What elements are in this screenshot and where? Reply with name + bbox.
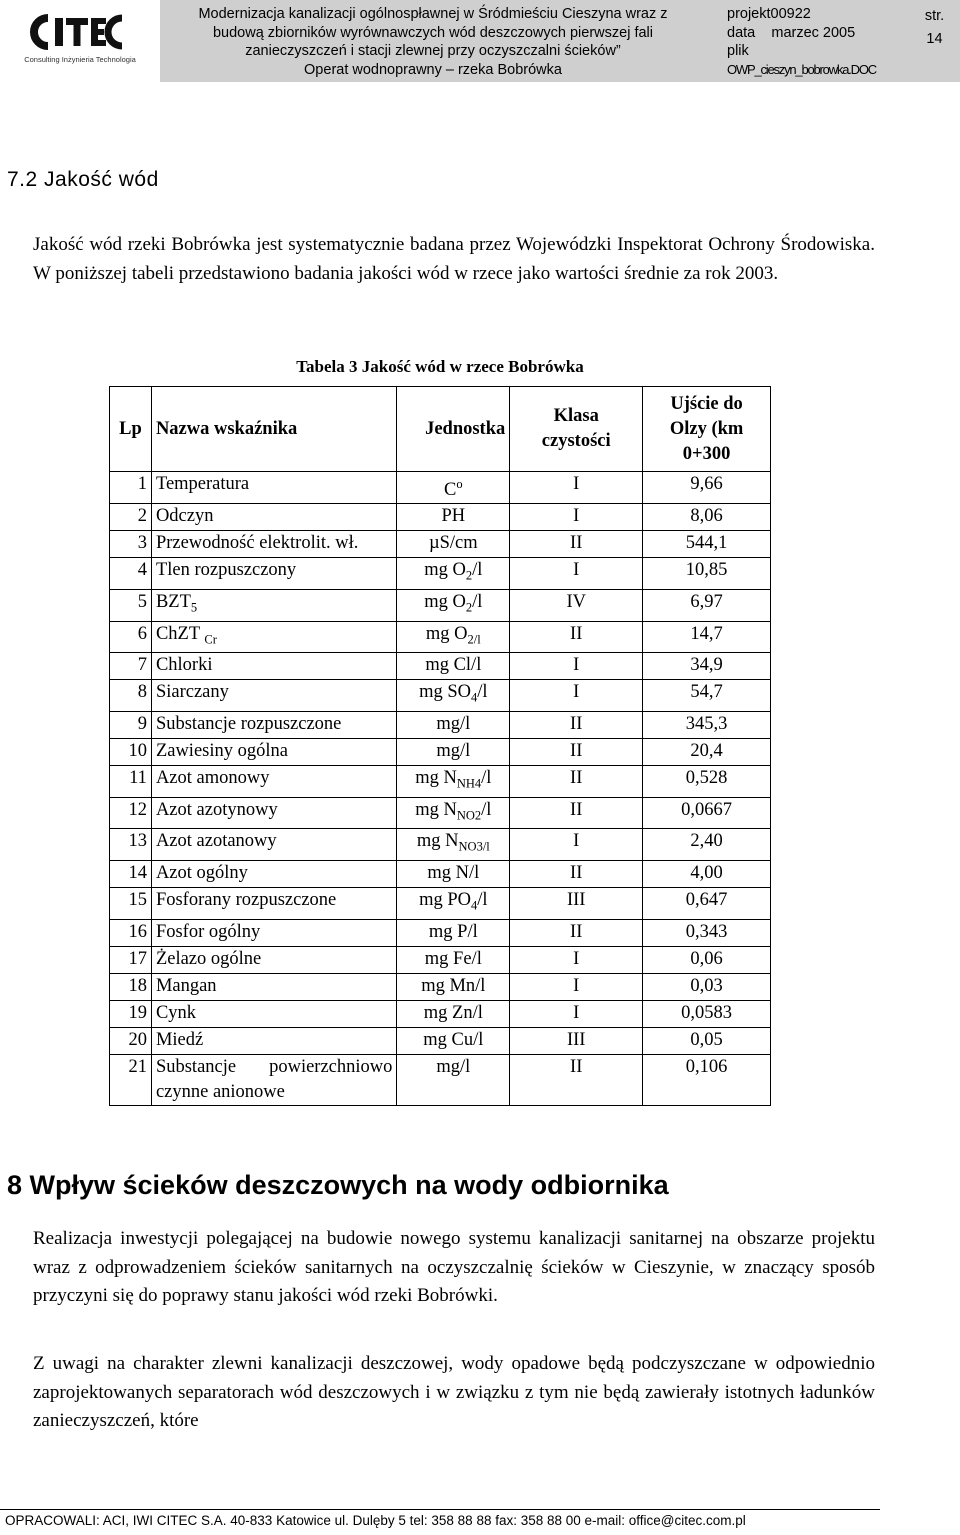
cell-name-name: Chlorki (155, 655, 213, 676)
cell-value-value: 544,1 (685, 533, 728, 554)
cell-class-klasa: I (573, 655, 580, 676)
cell-lp-lp: 13 (128, 831, 147, 852)
cell-class-klasa: I (573, 975, 580, 996)
cell-unit (397, 653, 510, 680)
cell-unit-unit-after: /l (472, 591, 483, 612)
cell-value (643, 860, 771, 887)
cell-class-klasa: II (570, 862, 583, 883)
cell-unit (397, 558, 510, 590)
cell-name-name: Tlen rozpuszczony (155, 560, 297, 581)
cell-lp (110, 589, 152, 621)
title-line: zanieczyszczeń i stacji zlewnej przy oczyszczalni ścieków” (245, 43, 621, 59)
cell-unit-unit: mg/l (436, 713, 471, 734)
cell-value-value: 0,0667 (681, 799, 733, 820)
cell-class-klasa: III (566, 889, 586, 910)
cell-class (510, 738, 643, 765)
cell-unit-unit: C (444, 480, 457, 501)
cell-unit-unit: mg N (415, 799, 457, 820)
cell-value-value: 0,0583 (681, 1002, 733, 1023)
cell-lp-lp: 17 (128, 948, 147, 969)
cell-class (510, 558, 643, 590)
cell-value-value: 0,106 (685, 1056, 728, 1077)
table-row (110, 680, 771, 712)
cell-name-name: ChZT (155, 623, 205, 644)
cell-unit-unit: PH (441, 506, 466, 527)
cell-lp-lp: 3 (137, 533, 147, 554)
cell-class (510, 1000, 643, 1027)
cell-unit (397, 1000, 510, 1027)
cell-unit-unit: mg P/l (428, 921, 478, 942)
cell-name-name: Mangan (155, 975, 217, 996)
cell-class-klasa: I (573, 560, 580, 581)
cell-name (151, 680, 396, 712)
cell-name (151, 504, 396, 531)
section-heading: 8 Wpływ ścieków deszczowych na wody odbiornika (7, 1170, 669, 1200)
cell-class (510, 589, 643, 621)
cell-value-value: 10,85 (685, 560, 728, 581)
table-header-row (110, 387, 771, 472)
cell-lp-lp: 16 (128, 921, 147, 942)
cell-value-value: 34,9 (690, 655, 723, 676)
company-logo (0, 0, 160, 82)
section-heading: 7.2 Jakość wód (7, 168, 159, 191)
cell-value (643, 738, 771, 765)
cell-unit-unit: mg Cu/l (423, 1029, 484, 1050)
cell-unit (397, 887, 510, 919)
cell-unit (397, 738, 510, 765)
document-title (163, 5, 703, 79)
project-label: projekt (727, 6, 771, 22)
cell-unit-unit-sub: 2 (465, 568, 473, 583)
header-class: Klasa czystości (510, 387, 643, 472)
project-number: 00922 (770, 6, 811, 22)
cell-value (643, 1000, 771, 1027)
cell-class-klasa: I (573, 948, 580, 969)
cell-class-klasa: III (566, 1029, 586, 1050)
table-row (110, 531, 771, 558)
cell-value (643, 973, 771, 1000)
cell-lp-lp: 4 (137, 560, 147, 581)
cell-value (643, 829, 771, 861)
cell-class (510, 531, 643, 558)
table-row (110, 919, 771, 946)
cell-name (151, 531, 396, 558)
cell-value-value: 14,7 (690, 623, 723, 644)
cell-class-klasa: IV (566, 591, 586, 612)
cell-class (510, 653, 643, 680)
cell-value-value: 0,343 (685, 921, 728, 942)
cell-unit-unit: mg N (416, 831, 459, 852)
project-row (727, 5, 905, 24)
cell-name (151, 946, 396, 973)
cell-unit-unit: µS/cm (428, 533, 478, 554)
cell-value (643, 946, 771, 973)
cell-name-name: Fosfor ogólny (155, 921, 261, 942)
cell-value (643, 765, 771, 797)
document-meta (727, 5, 905, 79)
cell-class (510, 1054, 643, 1105)
cell-name-name: Fosforany rozpuszczone (155, 889, 337, 910)
cell-unit-unit-after: /l (472, 560, 483, 581)
cell-class-klasa: I (573, 831, 580, 852)
cell-name-name: Azot azotynowy (155, 799, 278, 820)
cell-unit-unit: mg/l (436, 1056, 471, 1077)
cell-class (510, 919, 643, 946)
cell-value-value: 0,06 (690, 948, 723, 969)
table-row (110, 738, 771, 765)
cell-unit-unit: mg PO (419, 889, 472, 910)
cell-unit-unit-sub: 2 (465, 600, 473, 615)
cell-value-value: 54,7 (690, 682, 723, 703)
cell-unit-unit-after: /l (481, 767, 492, 788)
cell-unit (397, 589, 510, 621)
table-row (110, 653, 771, 680)
cell-lp-lp: 10 (128, 740, 147, 761)
cell-name (151, 1000, 396, 1027)
cell-name (151, 829, 396, 861)
cell-name (151, 711, 396, 738)
cell-value-value: 6,97 (690, 591, 723, 612)
cell-unit-unit-sub: 4 (471, 690, 478, 705)
cell-name (151, 887, 396, 919)
cell-class (510, 887, 643, 919)
table-row (110, 711, 771, 738)
cell-lp (110, 1000, 152, 1027)
cell-unit-unit: mg Mn/l (421, 975, 486, 996)
cell-unit-unit-sub: 4 (471, 898, 478, 913)
cell-unit (397, 1027, 510, 1054)
cell-lp (110, 765, 152, 797)
file-label: plik (727, 43, 749, 59)
table-row (110, 1027, 771, 1054)
cell-value (643, 621, 771, 653)
cell-lp-lp: 14 (128, 862, 147, 883)
cell-name-name-sub: Cr (204, 632, 217, 647)
cell-name (151, 919, 396, 946)
cell-name-name: Odczyn (155, 506, 214, 527)
cell-value (643, 680, 771, 712)
cell-lp (110, 680, 152, 712)
cell-class (510, 973, 643, 1000)
cell-class-klasa: II (570, 740, 583, 761)
date-label: data (727, 24, 756, 41)
cell-value (643, 653, 771, 680)
cell-name-name: Substancje rozpuszczone (155, 713, 342, 734)
cell-lp (110, 531, 152, 558)
section-paragraph: Jakość wód rzeki Bobrówka jest systematycznie badana przez Wojewódzki Inspektorat Ochrony Środowiska. W poniższej tabeli przedstawiono badania jakości wód w rzece jako wartości średnie za rok 2003. (33, 234, 875, 284)
cell-value-value: 2,40 (690, 831, 723, 852)
cell-lp (110, 973, 152, 1000)
header-lp: Lp (110, 387, 152, 472)
cell-lp-lp: 9 (137, 713, 147, 734)
page-header (0, 0, 960, 82)
cell-name (151, 765, 396, 797)
cell-unit (397, 919, 510, 946)
cell-unit (397, 946, 510, 973)
cell-class-klasa: II (570, 533, 583, 554)
cell-lp (110, 558, 152, 590)
cell-value (643, 472, 771, 504)
cell-lp (110, 919, 152, 946)
cell-class (510, 946, 643, 973)
cell-class-klasa: II (570, 623, 583, 644)
cell-value (643, 504, 771, 531)
cell-class (510, 472, 643, 504)
cell-value-value: 0,05 (690, 1029, 723, 1050)
cell-lp-lp: 21 (128, 1056, 147, 1077)
cell-lp-lp: 15 (128, 889, 147, 910)
cell-name-name: Cynk (155, 1002, 197, 1023)
cell-value (643, 531, 771, 558)
cell-unit-unit-after: /l (477, 889, 488, 910)
cell-lp (110, 946, 152, 973)
logo-subtitle: Consulting Inżynieria Technologia (24, 55, 136, 64)
cell-lp-lp: 7 (137, 655, 147, 676)
cell-lp (110, 621, 152, 653)
cell-lp (110, 860, 152, 887)
cell-class (510, 765, 643, 797)
cell-unit-unit: mg/l (436, 740, 471, 761)
cell-value (643, 797, 771, 829)
page-label: str. (924, 8, 945, 24)
citec-logo-icon (30, 14, 126, 50)
cell-class-klasa: I (573, 682, 580, 703)
table-row (110, 887, 771, 919)
cell-class (510, 829, 643, 861)
table-row (110, 589, 771, 621)
cell-lp (110, 711, 152, 738)
cell-lp-lp: 11 (129, 767, 147, 788)
cell-class (510, 1027, 643, 1054)
table-caption: Tabela 3 Jakość wód w rzece Bobrówka (296, 357, 584, 376)
cell-value (643, 919, 771, 946)
file-name: OWP_cieszyn_bobrowka.DOC (727, 61, 876, 77)
table-row (110, 1000, 771, 1027)
cell-name-name: Substancje powierzchniowo czynne anionowe (155, 1056, 393, 1102)
cell-name (151, 1054, 396, 1105)
cell-value (643, 589, 771, 621)
cell-unit (397, 1054, 510, 1105)
header-value: Ujście do Olzy (km 0+300 (643, 387, 771, 472)
cell-lp (110, 1054, 152, 1105)
table-row (110, 946, 771, 973)
cell-lp-lp: 1 (137, 474, 147, 494)
cell-class (510, 621, 643, 653)
cell-class (510, 680, 643, 712)
cell-unit-unit: mg SO (419, 682, 472, 703)
cell-name (151, 738, 396, 765)
cell-lp-lp: 20 (128, 1029, 147, 1050)
cell-class-klasa: II (570, 713, 583, 734)
cell-lp-lp: 2 (137, 506, 147, 527)
cell-class (510, 711, 643, 738)
cell-name-name: Żelazo ogólne (155, 948, 262, 969)
table-row (110, 472, 771, 504)
header-name: Nazwa wskaźnika (151, 387, 396, 472)
section-paragraph: Z uwagi na charakter zlewni kanalizacji deszczowej, wody opadowe będą podczyszczane w odpowiednio zaprojektowanych separatorach wód deszczowych i w związku z tym nie będą zawierały istotnych ładunków zanieczyszczeń, które (33, 1353, 875, 1431)
cell-unit (397, 860, 510, 887)
cell-unit-unit: mg Fe/l (424, 948, 482, 969)
water-quality-table (109, 386, 771, 1106)
cell-class-klasa: II (570, 799, 583, 820)
cell-name (151, 472, 396, 504)
date-value: marzec 2005 (771, 24, 856, 41)
cell-name (151, 860, 396, 887)
cell-unit-unit-sup: o (456, 477, 463, 491)
page-number-box (912, 5, 957, 51)
page-footer: OPRACOWALI: ACI, IWI CITEC S.A. 40-833 Katowice ul. Dulęby 5 tel: 358 88 88 fax: 358 88 00 e-mail: office@citec.com.pl (5, 1513, 746, 1528)
page-number: 14 (926, 31, 943, 47)
cell-unit (397, 765, 510, 797)
cell-lp-lp: 19 (128, 1002, 147, 1023)
cell-class-klasa: II (570, 767, 583, 788)
cell-name-name: Siarczany (155, 682, 229, 703)
cell-lp (110, 829, 152, 861)
cell-class (510, 860, 643, 887)
cell-class (510, 504, 643, 531)
cell-name (151, 558, 396, 590)
cell-value-value: 345,3 (685, 713, 728, 734)
cell-value-value: 0,528 (685, 767, 728, 788)
cell-unit-unit: mg O (425, 623, 468, 644)
cell-name (151, 797, 396, 829)
cell-name-name: Azot ogólny (155, 862, 248, 883)
table-row (110, 558, 771, 590)
cell-value (643, 711, 771, 738)
title-line: Modernizacja kanalizacji ogólnospławnej w Śródmieściu Cieszyna wraz z (198, 6, 668, 22)
cell-name (151, 1027, 396, 1054)
cell-lp-lp: 6 (137, 623, 147, 644)
cell-value-value: 8,06 (690, 506, 723, 527)
table-row (110, 621, 771, 653)
cell-value-value: 4,00 (690, 862, 723, 883)
cell-lp (110, 738, 152, 765)
cell-unit-unit-sub: NO2 (456, 808, 482, 823)
cell-unit (397, 531, 510, 558)
cell-lp (110, 887, 152, 919)
cell-unit-unit-sub: 2/l (467, 632, 481, 647)
cell-lp (110, 653, 152, 680)
title-line: budową zbiorników wyrównawczych wód deszczowych pierwszej fali (212, 24, 653, 41)
cell-value (643, 887, 771, 919)
title-line: Operat wodnoprawny – rzeka Bobrówka (304, 61, 562, 78)
cell-class (510, 797, 643, 829)
footer-divider (0, 1509, 880, 1510)
cell-unit (397, 680, 510, 712)
table-row (110, 973, 771, 1000)
cell-name (151, 589, 396, 621)
header-unit: Jednostka (397, 387, 510, 472)
cell-unit-unit: mg Zn/l (423, 1002, 483, 1023)
cell-lp-lp: 5 (137, 591, 147, 612)
table-row (110, 504, 771, 531)
cell-value-value: 0,03 (690, 975, 723, 996)
cell-lp (110, 1027, 152, 1054)
section-paragraph: Realizacja inwestycji polegającej na budowie nowego systemu kanalizacji sanitarnej na obszarze projektu wraz z odprowadzeniem ścieków sanitarnych na oczyszczalnię ścieków w Cieszynie, w znaczący sposób przyczyni się do poprawy stanu jakości wód rzeki Bobrówki. (33, 1228, 875, 1306)
cell-unit-unit: mg O (424, 560, 466, 581)
cell-lp-lp: 8 (137, 682, 147, 703)
cell-value-value: 9,66 (690, 474, 723, 494)
cell-name (151, 621, 396, 653)
cell-lp (110, 504, 152, 531)
cell-value (643, 1027, 771, 1054)
table-row (110, 765, 771, 797)
cell-class-klasa: I (573, 1002, 580, 1023)
cell-value (643, 1054, 771, 1105)
cell-unit (397, 829, 510, 861)
cell-unit-unit-after: /l (481, 799, 492, 820)
cell-lp (110, 797, 152, 829)
table-row (110, 829, 771, 861)
cell-class-klasa: I (573, 474, 580, 494)
cell-value-value: 0,647 (685, 889, 728, 910)
cell-name-name: Azot azotanowy (155, 831, 277, 852)
cell-unit (397, 621, 510, 653)
cell-unit-unit: mg Cl/l (425, 655, 482, 676)
cell-lp-lp: 12 (128, 799, 147, 820)
cell-unit-unit-sub: NO3/l (458, 839, 490, 854)
cell-unit-unit-sub: NH4 (456, 776, 482, 791)
date-row (727, 24, 905, 43)
cell-unit (397, 472, 510, 504)
cell-name (151, 653, 396, 680)
cell-name-name: Miedź (155, 1029, 204, 1050)
cell-lp (110, 472, 152, 504)
cell-unit-unit: mg O (424, 591, 466, 612)
cell-lp-lp: 18 (128, 975, 147, 996)
table-row (110, 797, 771, 829)
table-row (110, 860, 771, 887)
table-row (110, 1054, 771, 1105)
cell-unit (397, 711, 510, 738)
cell-class-klasa: II (570, 1056, 583, 1077)
cell-name (151, 973, 396, 1000)
cell-unit-unit: mg N/l (427, 862, 480, 883)
cell-unit (397, 973, 510, 1000)
cell-name-name: Zawiesiny ogólna (155, 740, 288, 761)
cell-unit-unit-after: /l (477, 682, 488, 703)
cell-unit (397, 797, 510, 829)
cell-value (643, 558, 771, 590)
cell-name-name: Azot amonowy (155, 767, 270, 788)
cell-class-klasa: II (570, 921, 583, 942)
cell-name-name: Temperatura (155, 474, 250, 494)
cell-name-name: Przewodność elektrolit. wł. (155, 533, 359, 554)
cell-class-klasa: I (573, 506, 580, 527)
cell-name-name-sub: 5 (190, 600, 198, 615)
cell-name-name: BZT (155, 591, 191, 612)
cell-value-value: 20,4 (690, 740, 723, 761)
cell-unit (397, 504, 510, 531)
cell-unit-unit: mg N (415, 767, 457, 788)
